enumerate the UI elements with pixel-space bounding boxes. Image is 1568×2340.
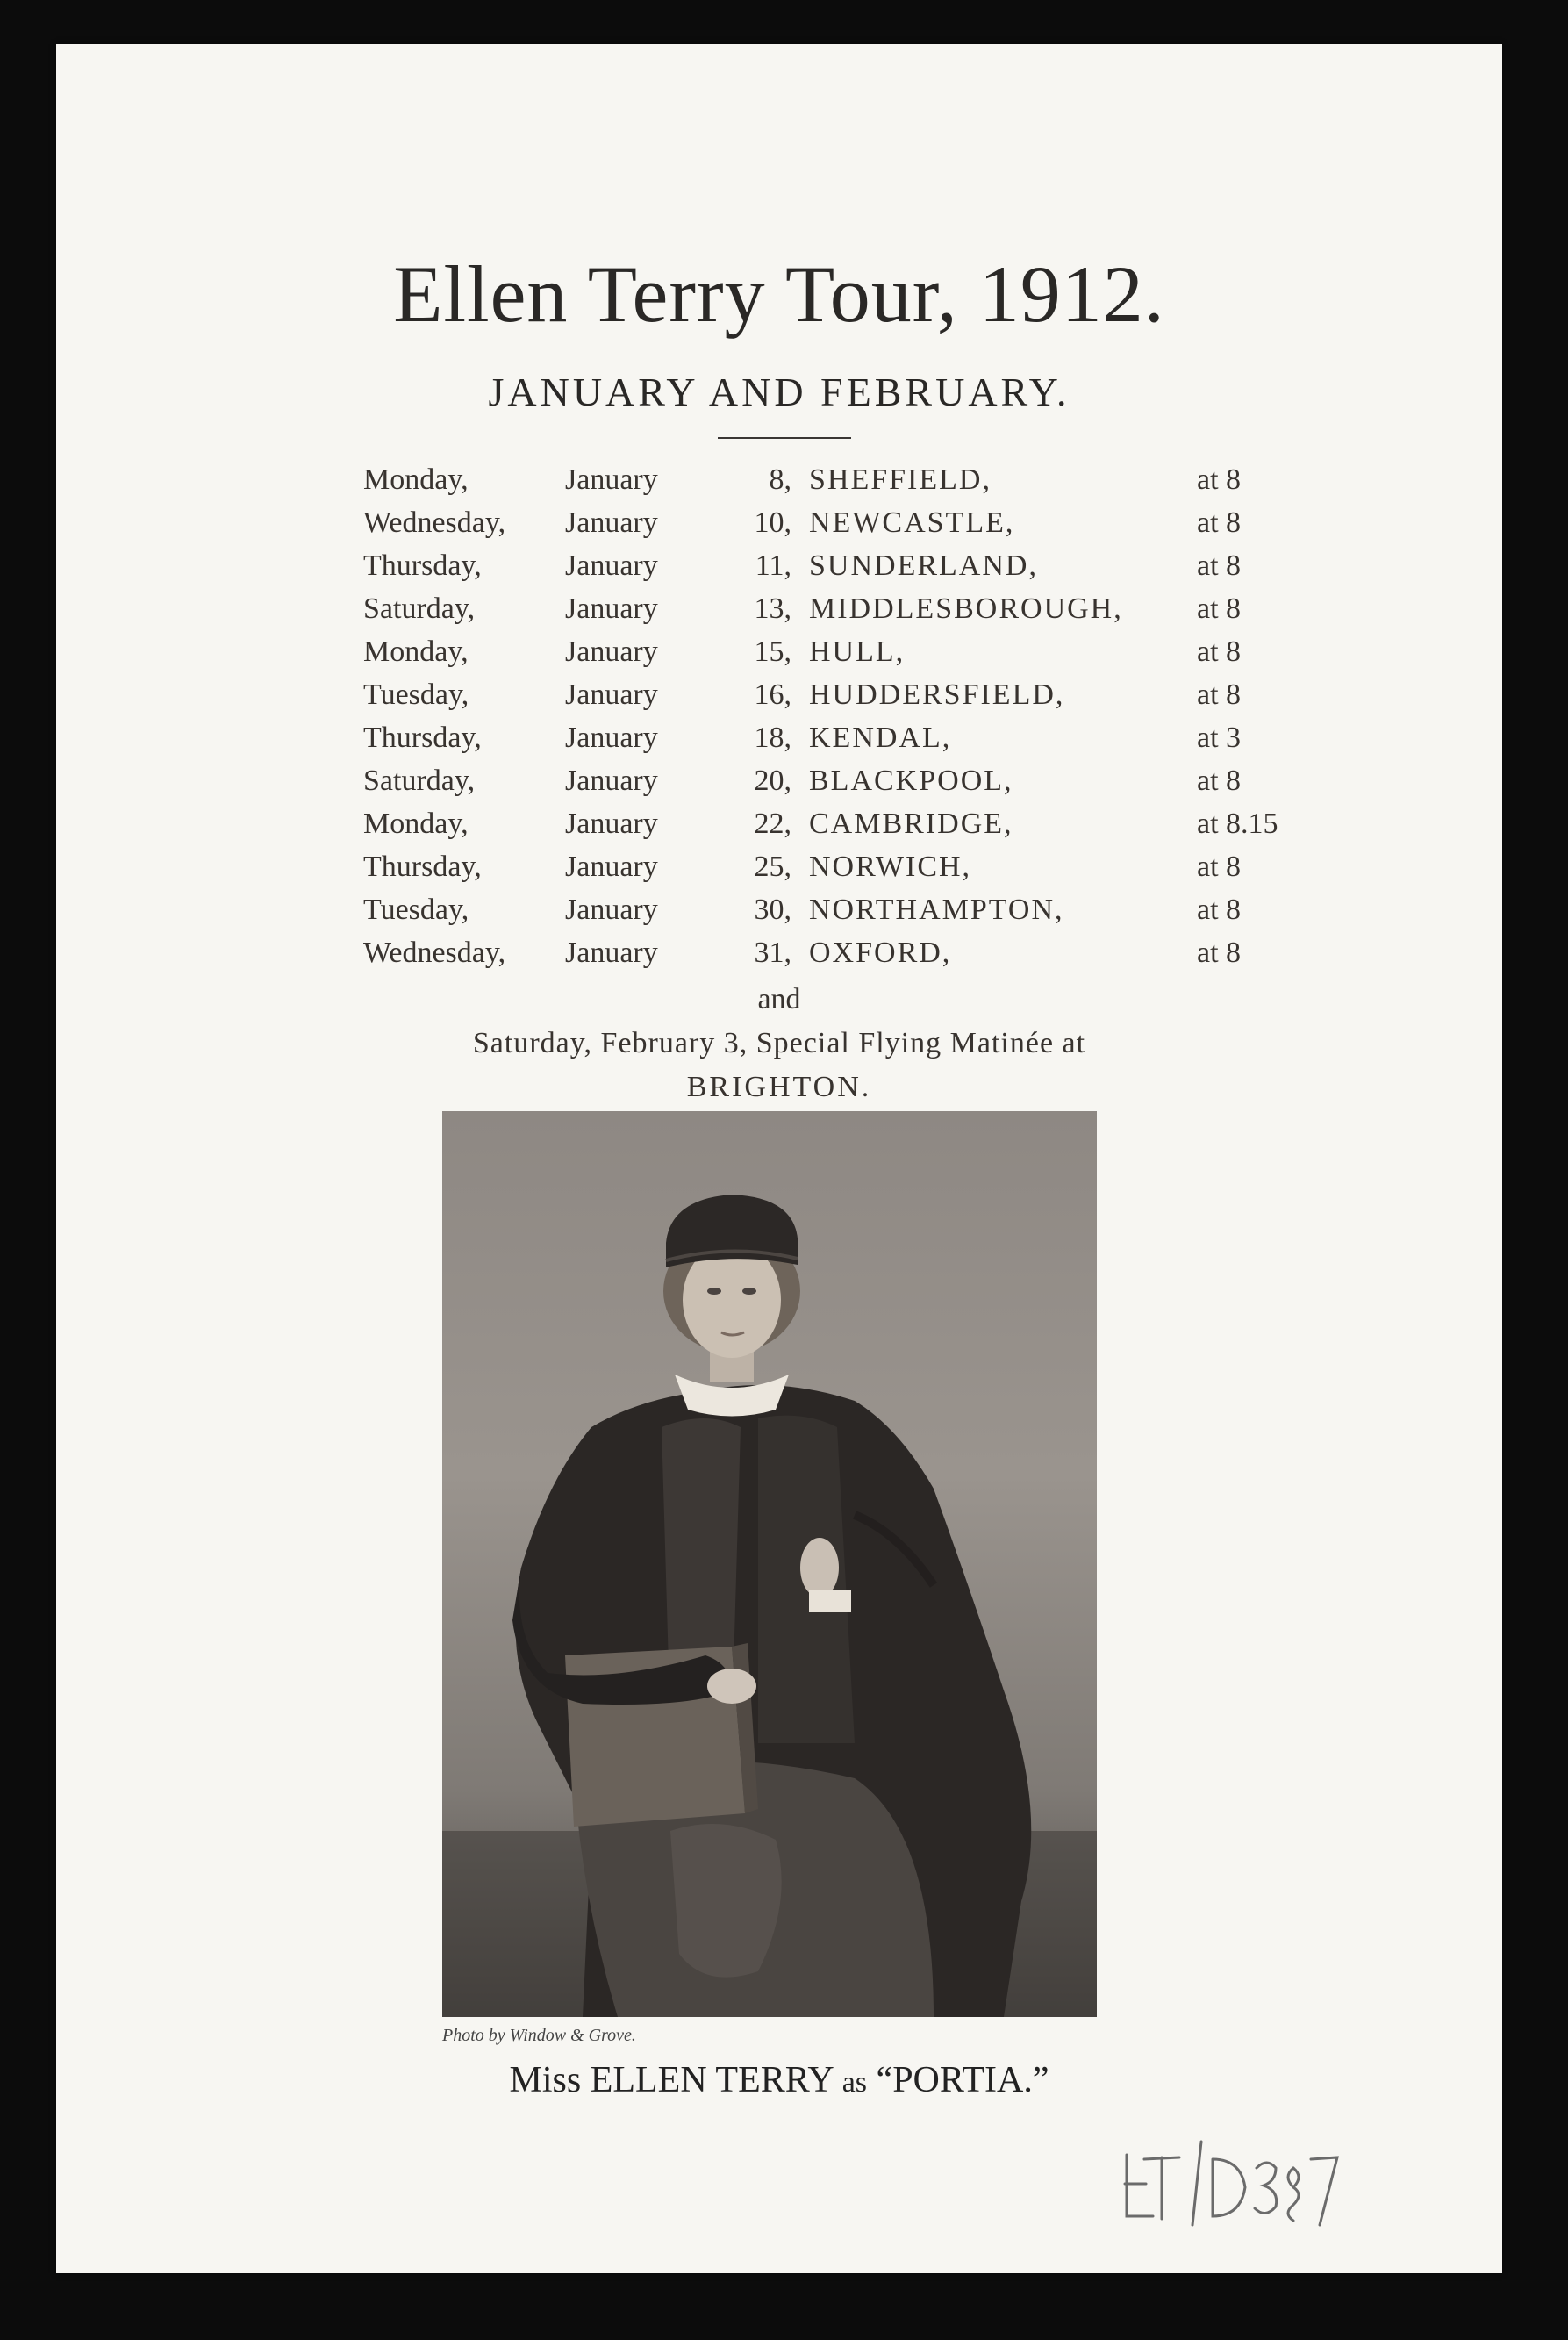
schedule-date: 16, xyxy=(754,678,791,711)
schedule-row xyxy=(363,764,1346,808)
schedule-date: 31, xyxy=(754,937,791,969)
schedule-day: Monday, xyxy=(363,808,469,840)
schedule-month: January xyxy=(565,808,658,840)
schedule-month: January xyxy=(565,721,658,754)
schedule-time: at 3 xyxy=(1197,721,1242,754)
schedule-day: Thursday, xyxy=(363,549,482,582)
caption-miss: Miss xyxy=(509,2060,582,2100)
schedule-date: 18, xyxy=(754,721,791,754)
schedule-city: MIDDLESBOROUGH, xyxy=(809,592,1123,625)
schedule-date: 8, xyxy=(769,463,791,496)
schedule-day: Saturday, xyxy=(363,592,476,625)
schedule-month: January xyxy=(565,592,658,625)
schedule-month: January xyxy=(565,764,658,797)
schedule-time: at 8 xyxy=(1197,937,1242,969)
schedule-day: Monday, xyxy=(363,463,469,496)
schedule-time: at 8 xyxy=(1197,851,1242,883)
schedule-time: at 8 xyxy=(1197,678,1242,711)
schedule-time: at 8.15 xyxy=(1197,808,1278,840)
schedule-date: 13, xyxy=(754,592,791,625)
schedule-month: January xyxy=(565,635,658,668)
page-subtitle: JANUARY AND FEBRUARY. xyxy=(488,370,1070,414)
schedule-month: January xyxy=(565,463,658,496)
schedule-time: at 8 xyxy=(1197,764,1242,797)
schedule-city: CAMBRIDGE, xyxy=(809,808,1013,840)
photo-credit: Photo by Window & Grove. xyxy=(442,2026,636,2045)
programme-page xyxy=(56,44,1502,2273)
caption-role: “PORTIA.” xyxy=(876,2060,1049,2100)
schedule-row xyxy=(363,808,1346,851)
handwritten-shelfmark xyxy=(1118,2133,1346,2229)
schedule-row xyxy=(363,635,1346,678)
schedule-city: HULL, xyxy=(809,635,906,668)
schedule-row xyxy=(363,678,1346,721)
schedule-city: HUDDERSFIELD, xyxy=(809,678,1065,711)
matinee-line: Saturday, February 3, Special Flying Matinée at xyxy=(472,1027,1086,1059)
caption-as: as xyxy=(841,2066,868,2099)
schedule-month: January xyxy=(565,678,658,711)
schedule-time: at 8 xyxy=(1197,635,1242,668)
portrait-caption xyxy=(56,2059,1502,2101)
portrait-photo xyxy=(442,1111,1097,2017)
schedule-row xyxy=(363,506,1346,549)
schedule-row xyxy=(363,721,1346,764)
schedule-city: NORTHAMPTON, xyxy=(809,894,1064,926)
schedule-day: Thursday, xyxy=(363,851,482,883)
schedule-date: 11, xyxy=(755,549,791,582)
schedule-day: Wednesday, xyxy=(363,937,506,969)
schedule-date: 25, xyxy=(754,851,791,883)
schedule-time: at 8 xyxy=(1197,506,1242,539)
schedule-day: Tuesday, xyxy=(363,894,469,926)
schedule-city: KENDAL, xyxy=(809,721,952,754)
schedule-time: at 8 xyxy=(1197,463,1242,496)
tour-schedule xyxy=(363,463,1346,980)
schedule-month: January xyxy=(565,937,658,969)
matinee-place: BRIGHTON. xyxy=(686,1071,872,1103)
schedule-time: at 8 xyxy=(1197,894,1242,926)
title-rule xyxy=(718,437,851,439)
schedule-date: 20, xyxy=(754,764,791,797)
and-text: and xyxy=(757,983,801,1016)
schedule-city: SUNDERLAND, xyxy=(809,549,1038,582)
schedule-day: Tuesday, xyxy=(363,678,469,711)
schedule-row xyxy=(363,851,1346,894)
schedule-city: BLACKPOOL, xyxy=(809,764,1013,797)
schedule-month: January xyxy=(565,851,658,883)
schedule-day: Saturday, xyxy=(363,764,476,797)
schedule-row xyxy=(363,592,1346,635)
schedule-month: January xyxy=(565,506,658,539)
schedule-row xyxy=(363,937,1346,980)
schedule-month: January xyxy=(565,894,658,926)
schedule-date: 22, xyxy=(754,808,791,840)
schedule-date: 10, xyxy=(754,506,791,539)
schedule-row xyxy=(363,894,1346,937)
portrait-illustration xyxy=(442,1111,1097,2017)
schedule-day: Wednesday, xyxy=(363,506,506,539)
schedule-city: SHEFFIELD, xyxy=(809,463,992,496)
schedule-date: 15, xyxy=(754,635,791,668)
schedule-time: at 8 xyxy=(1197,549,1242,582)
schedule-month: January xyxy=(565,549,658,582)
schedule-time: at 8 xyxy=(1197,592,1242,625)
schedule-row xyxy=(363,463,1346,506)
page-title: Ellen Terry Tour, 1912. xyxy=(393,249,1165,339)
schedule-city: OXFORD, xyxy=(809,937,952,969)
schedule-date: 30, xyxy=(754,894,791,926)
schedule-day: Thursday, xyxy=(363,721,482,754)
schedule-city: NEWCASTLE, xyxy=(809,506,1015,539)
schedule-day: Monday, xyxy=(363,635,469,668)
schedule-city: NORWICH, xyxy=(809,851,972,883)
schedule-row xyxy=(363,549,1346,592)
caption-name: ELLEN TERRY xyxy=(590,2060,834,2100)
